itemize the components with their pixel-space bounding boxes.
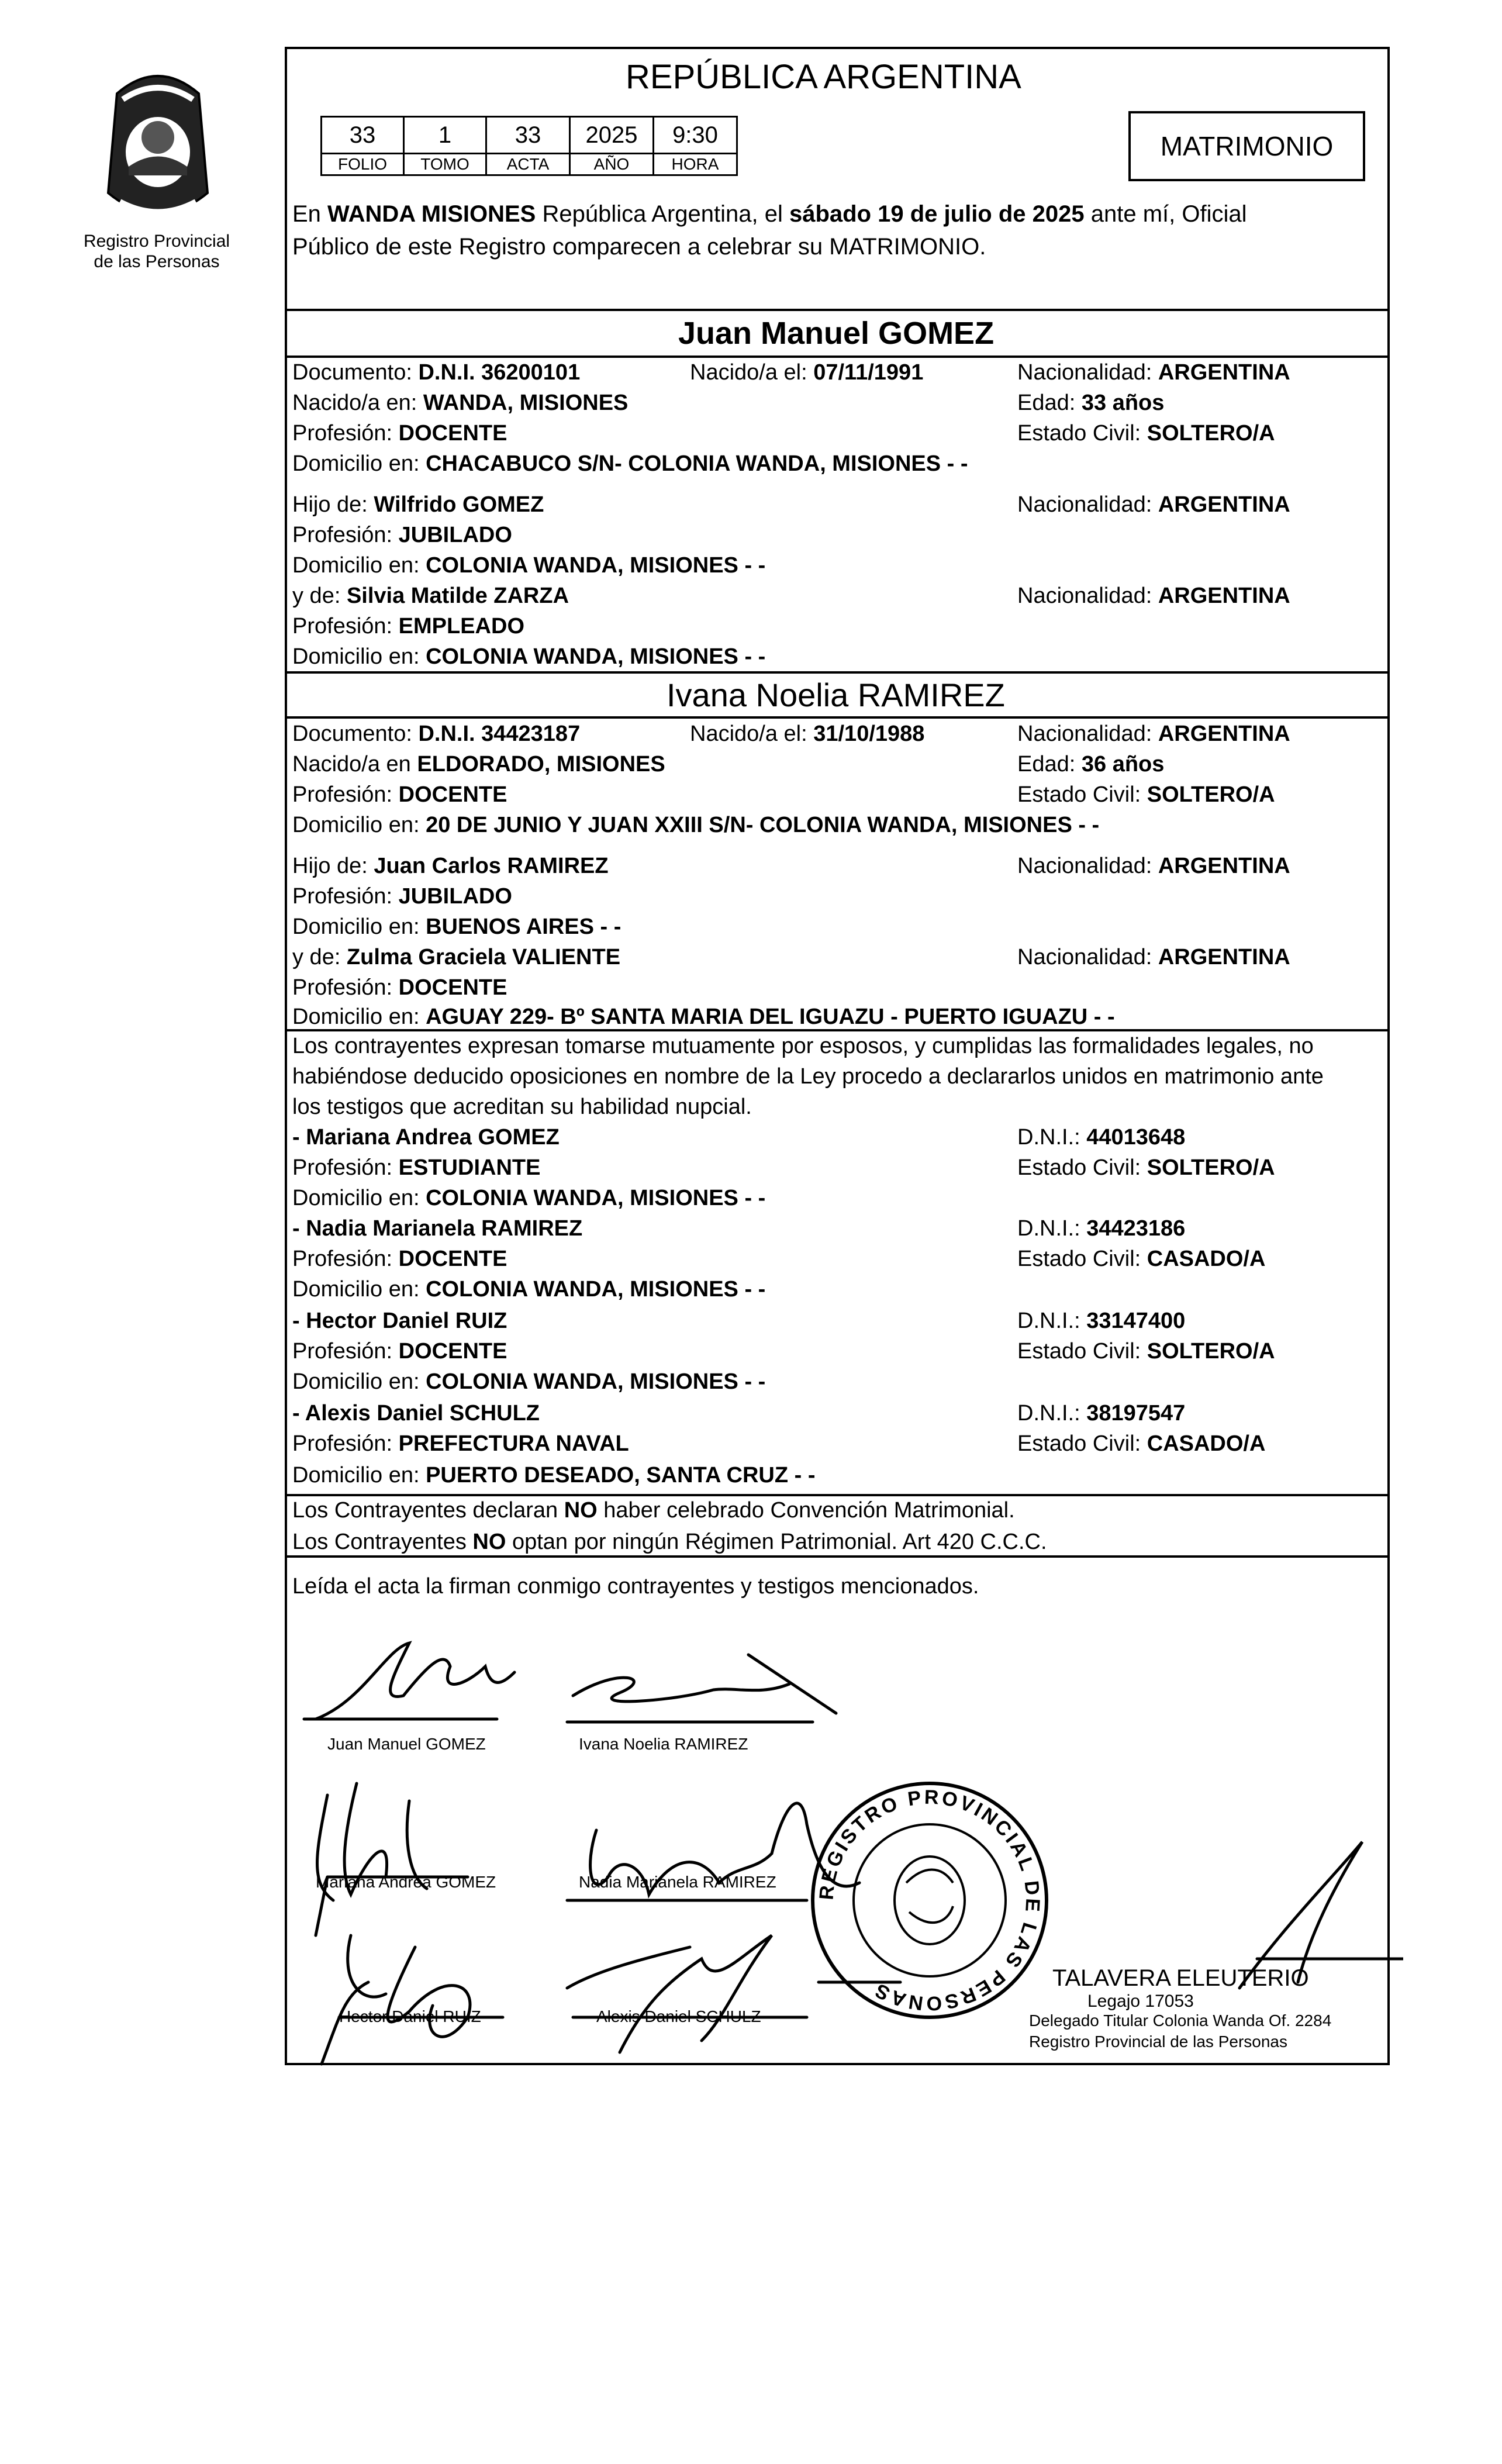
groom-father-profession: Profesión: JUBILADO xyxy=(292,523,512,547)
tomo-label: TOMO xyxy=(404,154,486,175)
witness-dni: D.N.I.: 33147400 xyxy=(1017,1309,1186,1333)
signature-groom xyxy=(316,1643,515,1719)
divider xyxy=(285,356,1390,358)
witness-civil-status: Estado Civil: SOLTERO/A xyxy=(1017,1155,1275,1180)
intro-line2: Público de este Registro comparecen a celebrar su MATRIMONIO. xyxy=(292,234,986,260)
witness-civil-status: Estado Civil: CASADO/A xyxy=(1017,1431,1266,1456)
bride-mother-nationality: Nacionalidad: ARGENTINA xyxy=(1017,945,1290,969)
groom-name: Juan Manuel GOMEZ xyxy=(678,316,995,351)
divider xyxy=(285,716,1390,719)
witness-profession: Profesión: PREFECTURA NAVAL xyxy=(292,1431,629,1456)
witness-civil-status: Estado Civil: CASADO/A xyxy=(1017,1247,1266,1271)
signature-witness-1 xyxy=(316,1783,468,1935)
groom-nationality: Nacionalidad: ARGENTINA xyxy=(1017,360,1290,385)
bride-father-profession: Profesión: JUBILADO xyxy=(292,884,512,909)
bride-father-nationality: Nacionalidad: ARGENTINA xyxy=(1017,854,1290,878)
acta-label: ACTA xyxy=(486,154,570,175)
witness-profession: Profesión: DOCENTE xyxy=(292,1247,507,1271)
hora-label: HORA xyxy=(654,154,737,175)
officer-role: Delegado Titular Colonia Wanda Of. 2284 xyxy=(1029,2011,1332,2030)
logo-caption-line2: de las Personas xyxy=(94,252,220,271)
signature-label-witness-2: Nadia Marianela RAMIREZ xyxy=(579,1873,776,1891)
intro-place: WANDA MISIONES xyxy=(327,201,536,227)
bride-name: Ivana Noelia RAMIREZ xyxy=(667,677,1005,713)
bride-born-in: Nacido/a en ELDORADO, MISIONES xyxy=(292,752,665,777)
groom-mother-profession: Profesión: EMPLEADO xyxy=(292,614,525,639)
witness-civil-status: Estado Civil: SOLTERO/A xyxy=(1017,1339,1275,1364)
witness-address: Domicilio en: PUERTO DESEADO, SANTA CRUZ - - xyxy=(292,1463,816,1488)
declaration-line3: los testigos que acreditan su habilidad nupcial. xyxy=(292,1095,752,1119)
witness-name: - Alexis Daniel SCHULZ xyxy=(292,1401,540,1426)
signature-label-witness-3: Hector Daniel RUIZ xyxy=(339,2007,481,2025)
groom-civil-status: Estado Civil: SOLTERO/A xyxy=(1017,421,1275,446)
witness-name: - Nadia Marianela RAMIREZ xyxy=(292,1216,583,1241)
signature-bride xyxy=(573,1655,836,1713)
groom-doc: Documento: D.N.I. 36200101 xyxy=(292,360,581,385)
province-logo xyxy=(82,58,234,234)
groom-father-nationality: Nacionalidad: ARGENTINA xyxy=(1017,492,1290,517)
act-type-box: MATRIMONIO xyxy=(1128,111,1365,181)
ano-value: 2025 xyxy=(570,117,654,154)
intro-date: sábado 19 de julio de 2025 xyxy=(789,201,1085,227)
logo-caption-line1: Registro Provincial xyxy=(83,232,230,251)
officer-name: TALAVERA ELEUTERIO xyxy=(1052,1965,1309,1991)
groom-profession: Profesión: DOCENTE xyxy=(292,421,507,446)
acta-value: 33 xyxy=(486,117,570,154)
groom-mother: y de: Silvia Matilde ZARZA xyxy=(292,584,569,608)
divider xyxy=(285,1555,1390,1558)
witness-dni: D.N.I.: 38197547 xyxy=(1017,1401,1186,1426)
declaration-line2: habiéndose deducido oposiciones en nombre de la Ley procedo a declararlos unidos en matrimonio ante xyxy=(292,1064,1324,1089)
declaration-line1: Los contrayentes expresan tomarse mutuamente por esposos, y cumplidas las formalidades legales, no xyxy=(292,1034,1314,1058)
officer-legajo: Legajo 17053 xyxy=(1087,1992,1194,2011)
regime-statement: Los Contrayentes NO optan por ningún Régimen Patrimonial. Art 420 C.C.C. xyxy=(292,1530,1047,1554)
coat-of-arms-icon xyxy=(82,58,234,234)
convention-statement: Los Contrayentes declaran NO haber celebrado Convención Matrimonial. xyxy=(292,1498,1015,1523)
bride-civil-status: Estado Civil: SOLTERO/A xyxy=(1017,782,1275,807)
bride-father-address: Domicilio en: BUENOS AIRES - - xyxy=(292,914,621,939)
witness-name: - Hector Daniel RUIZ xyxy=(292,1309,507,1333)
svg-text:REGISTRO PROVINCIAL DE LAS PER: REGISTRO PROVINCIAL DE LAS PERSONAS xyxy=(815,1786,1044,2015)
intro-line1: En WANDA MISIONES República Argentina, el sábado 19 de julio de 2025 ante mí, Oficial xyxy=(292,201,1247,227)
witness-address: Domicilio en: COLONIA WANDA, MISIONES - - xyxy=(292,1277,766,1302)
groom-mother-address: Domicilio en: COLONIA WANDA, MISIONES - - xyxy=(292,644,766,669)
witness-dni: D.N.I.: 44013648 xyxy=(1017,1125,1186,1150)
bride-mother-profession: Profesión: DOCENTE xyxy=(292,975,507,1000)
groom-age: Edad: 33 años xyxy=(1017,391,1165,415)
bride-mother: y de: Zulma Graciela VALIENTE xyxy=(292,945,621,969)
groom-father-address: Domicilio en: COLONIA WANDA, MISIONES - - xyxy=(292,553,766,578)
signature-label-witness-1: Mariana Andrea GOMEZ xyxy=(316,1873,496,1891)
folio-label: FOLIO xyxy=(322,154,404,175)
registry-table xyxy=(320,116,738,176)
witness-address: Domicilio en: COLONIA WANDA, MISIONES - - xyxy=(292,1369,766,1394)
bride-profession: Profesión: DOCENTE xyxy=(292,782,507,807)
groom-born-on: Nacido/a el: 07/11/1991 xyxy=(690,360,924,385)
groom-born-in: Nacido/a en: WANDA, MISIONES xyxy=(292,391,629,415)
country-title: REPÚBLICA ARGENTINA xyxy=(626,58,1021,96)
witness-profession: Profesión: ESTUDIANTE xyxy=(292,1155,541,1180)
signature-label-groom: Juan Manuel GOMEZ xyxy=(327,1735,486,1753)
signature-label-witness-4: Alexis Daniel SCHULZ xyxy=(596,2007,761,2025)
witness-name: - Mariana Andrea GOMEZ xyxy=(292,1125,560,1150)
signature-label-bride: Ivana Noelia RAMIREZ xyxy=(579,1735,748,1753)
witness-profession: Profesión: DOCENTE xyxy=(292,1339,507,1364)
groom-father: Hijo de: Wilfrido GOMEZ xyxy=(292,492,544,517)
divider xyxy=(285,1494,1390,1496)
bride-father: Hijo de: Juan Carlos RAMIREZ xyxy=(292,854,609,878)
tomo-value: 1 xyxy=(404,117,486,154)
signature-witness-3 xyxy=(322,1935,470,2064)
bride-address: Domicilio en: 20 DE JUNIO Y JUAN XXIII S/N- COLONIA WANDA, MISIONES - - xyxy=(292,813,1100,837)
divider xyxy=(285,671,1390,674)
folio-value: 33 xyxy=(322,117,404,154)
witness-address: Domicilio en: COLONIA WANDA, MISIONES - - xyxy=(292,1186,766,1210)
bride-mother-address: Domicilio en: AGUAY 229- Bº SANTA MARIA DEL IGUAZU - PUERTO IGUAZU - - xyxy=(292,1005,1115,1029)
ano-label: AÑO xyxy=(570,154,654,175)
bride-age: Edad: 36 años xyxy=(1017,752,1165,777)
bride-nationality: Nacionalidad: ARGENTINA xyxy=(1017,722,1290,746)
official-stamp xyxy=(807,1778,1052,2023)
bride-born-on: Nacido/a el: 31/10/1988 xyxy=(690,722,925,746)
closing-statement: Leída el acta la firman conmigo contrayentes y testigos mencionados. xyxy=(292,1574,979,1599)
groom-mother-nationality: Nacionalidad: ARGENTINA xyxy=(1017,584,1290,608)
witness-dni: D.N.I.: 34423186 xyxy=(1017,1216,1186,1241)
officer-office: Registro Provincial de las Personas xyxy=(1029,2032,1287,2051)
bride-doc: Documento: D.N.I. 34423187 xyxy=(292,722,581,746)
hora-value: 9:30 xyxy=(654,117,737,154)
divider xyxy=(285,309,1390,311)
groom-address: Domicilio en: CHACABUCO S/N- COLONIA WANDA, MISIONES - - xyxy=(292,451,968,476)
